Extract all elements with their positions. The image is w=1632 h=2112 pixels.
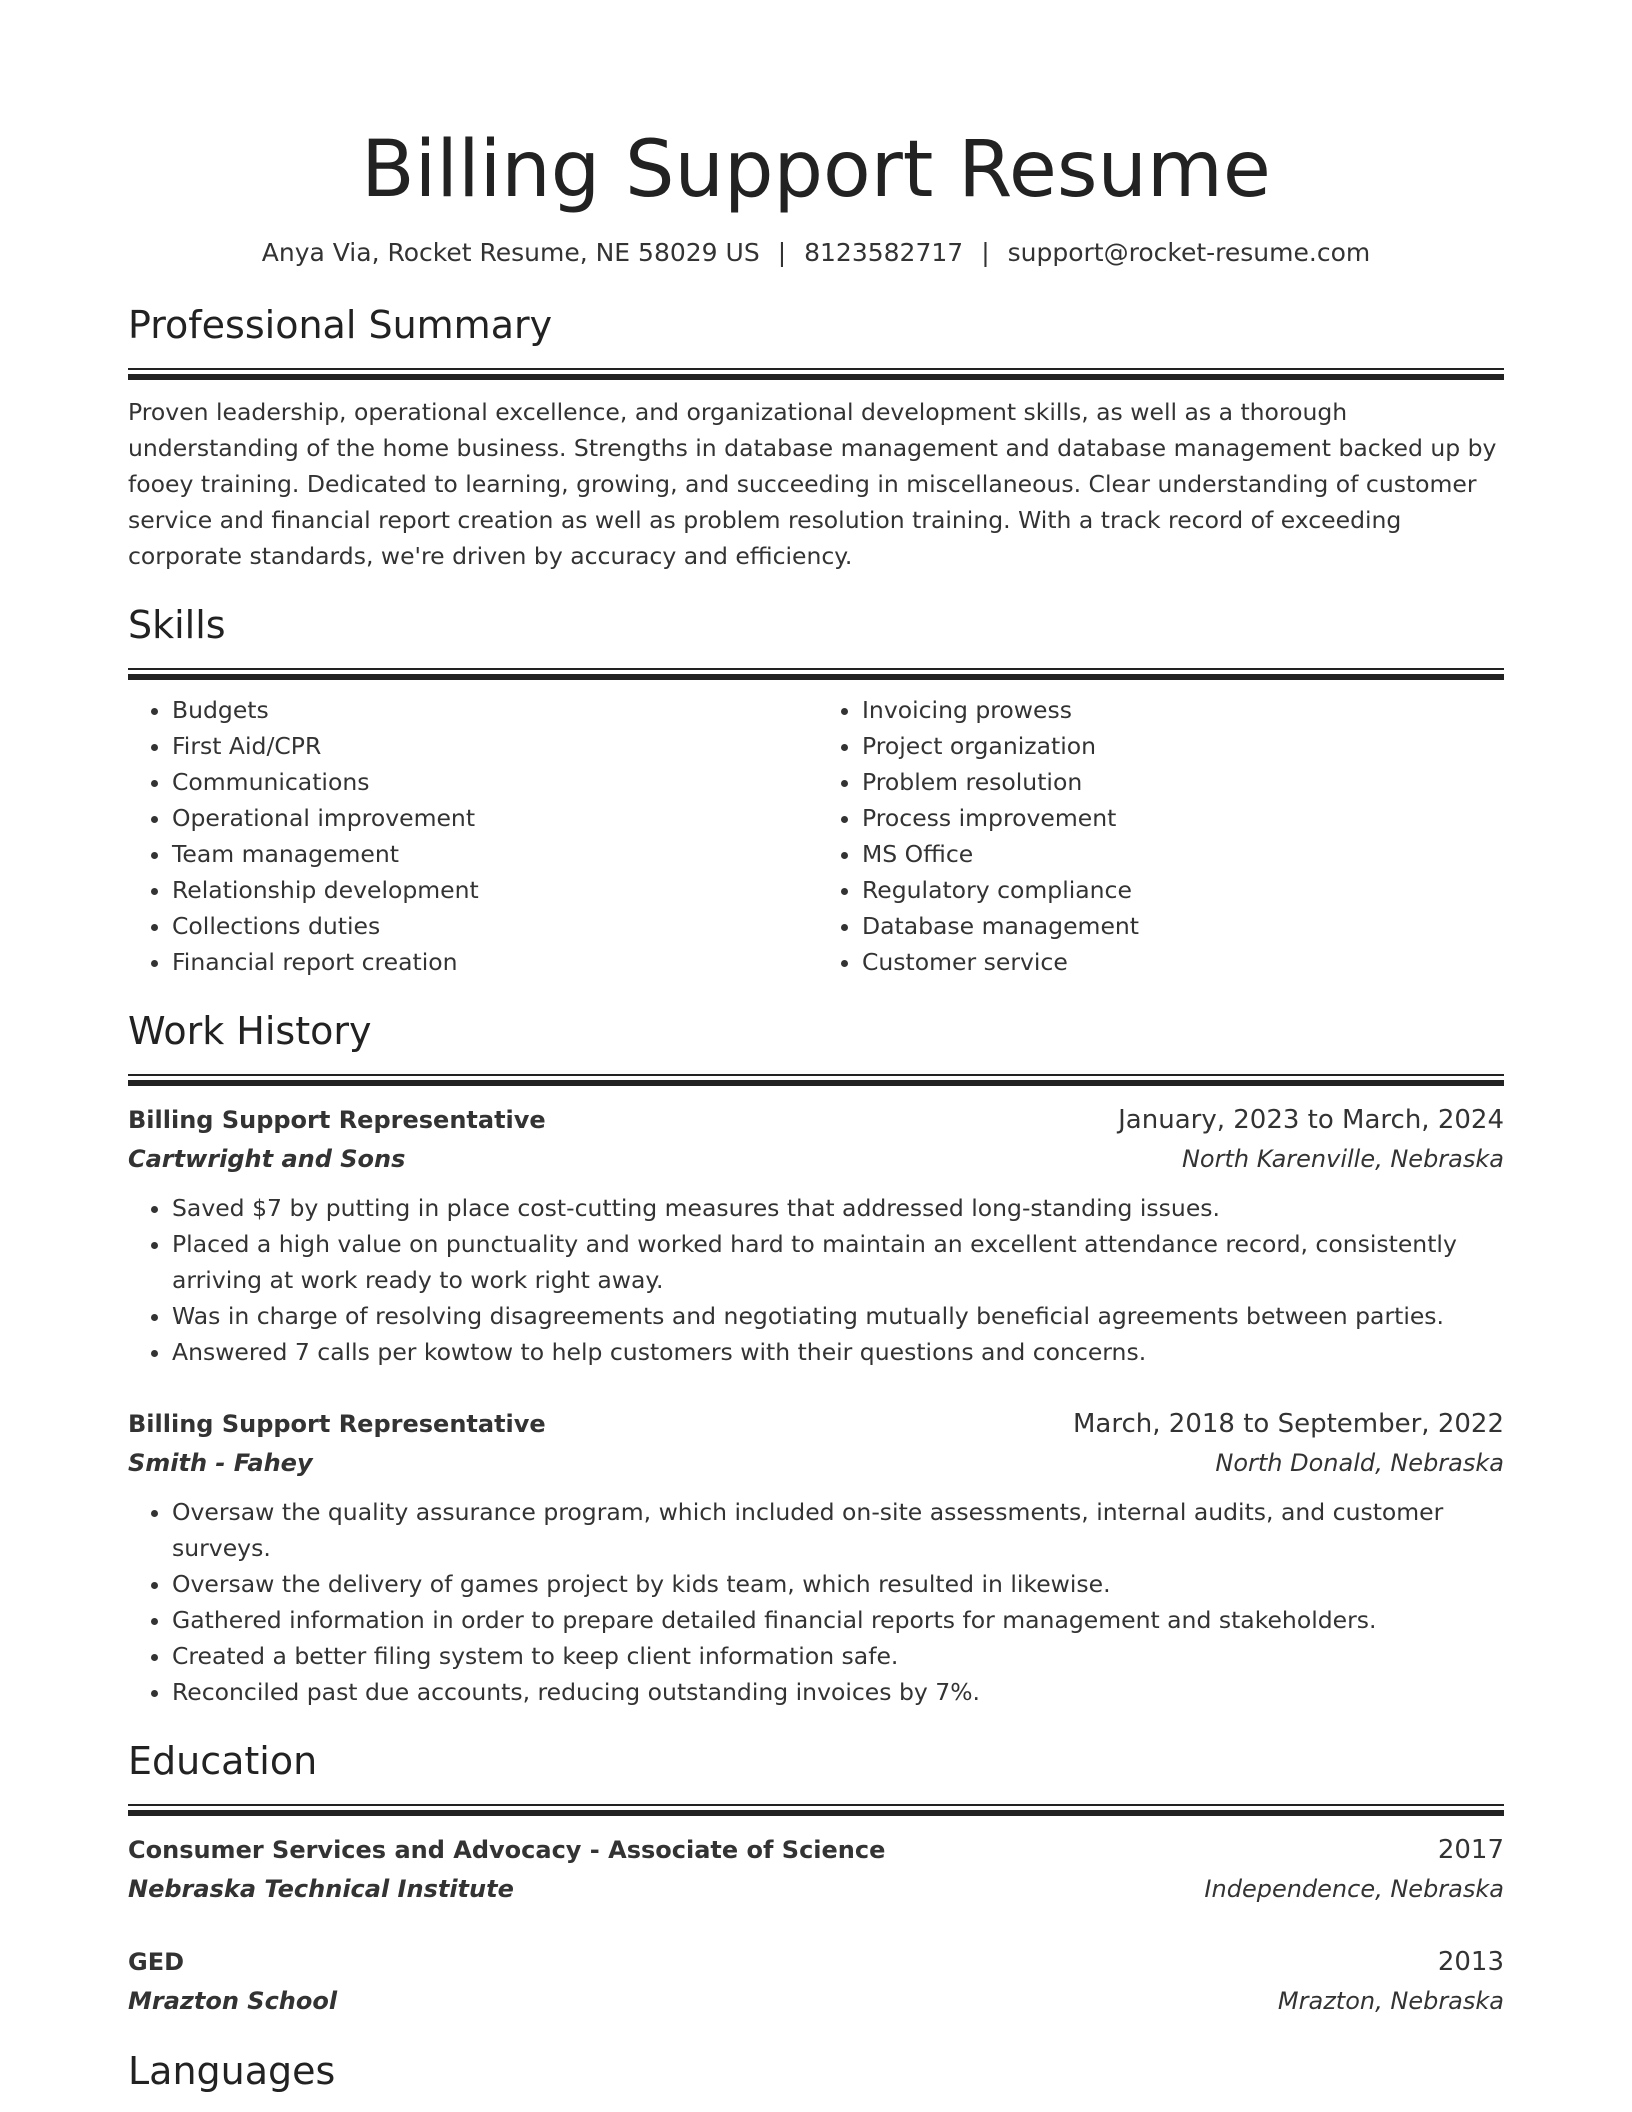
page-title: Billing Support Resume	[361, 125, 1271, 215]
skill-item: • Collections duties	[172, 908, 814, 944]
skill-item: • Budgets	[172, 692, 814, 728]
summary-section	[128, 300, 1504, 574]
section-heading-skills: Skills	[128, 603, 226, 647]
skill-item: • Relationship development	[172, 872, 814, 908]
skill-item: • Regulatory compliance	[862, 872, 1504, 908]
section-divider	[128, 1074, 1504, 1086]
skill-item: • Invoicing prowess	[862, 692, 1504, 728]
education-degree: GED	[128, 1948, 185, 1976]
contact-separator: |	[777, 238, 787, 267]
job-entry	[128, 1100, 1504, 1370]
education-location: Independence, Nebraska	[1204, 1875, 1504, 1903]
education-school: Nebraska Technical Institute	[128, 1875, 514, 1903]
education-school: Mrazton School	[128, 1987, 338, 2015]
job-company-row	[128, 1140, 1504, 1178]
list-item: • Saved $7 by putting in place cost-cutting measures that addressed long-standing issues.	[172, 1190, 1504, 1226]
job-company-row	[128, 1444, 1504, 1482]
education-header-row	[128, 1942, 1504, 1982]
summary-text: Proven leadership, operational excellence, and organizational development skills, as well as a thorough understanding of the home business. Strengths in database management and database management backed up by fooey training. Dedicated to learning, growing, and succeeding in miscellaneous. Clear understanding of customer service and financial report creation as well as problem resolution training. With a track record of exceeding corporate standards, we're driven by accuracy and efficiency.	[128, 398, 1497, 570]
skills-columns	[128, 692, 1504, 980]
list-item: • Placed a high value on punctuality and worked hard to maintain an excellent attendance record, consistently arriving at work ready to work right away.	[172, 1226, 1504, 1298]
skill-item: • Problem resolution	[862, 764, 1504, 800]
education-location: Mrazton, Nebraska	[1277, 1987, 1504, 2015]
work-history-section	[128, 1006, 1504, 1710]
languages-section	[128, 2046, 1504, 2096]
skill-item: • Communications	[172, 764, 814, 800]
skill-item: • Project organization	[862, 728, 1504, 764]
contact-line	[128, 236, 1504, 270]
section-heading-education: Education	[128, 1739, 318, 1783]
section-divider	[128, 1804, 1504, 1816]
job-header-row	[128, 1404, 1504, 1444]
education-school-row	[128, 1870, 1504, 1908]
section-heading-languages: Languages	[128, 2049, 336, 2093]
job-company: Cartwright and Sons	[128, 1145, 406, 1173]
education-entry	[128, 1942, 1504, 2020]
education-year: 2013	[1437, 1947, 1504, 1977]
contact-separator: |	[981, 238, 990, 267]
section-divider	[128, 668, 1504, 680]
section-heading-work: Work History	[128, 1009, 372, 1053]
job-location: North Donald, Nebraska	[1215, 1449, 1504, 1477]
education-header-row	[128, 1830, 1504, 1870]
job-bullets	[128, 1190, 1504, 1370]
skill-item: • Customer service	[862, 944, 1504, 980]
contact-phone: 8123582717	[804, 238, 964, 267]
skills-section	[128, 600, 1504, 980]
skill-item: • Team management	[172, 836, 814, 872]
skill-item: • First Aid/CPR	[172, 728, 814, 764]
job-title: Billing Support Representative	[128, 1410, 546, 1438]
education-school-row	[128, 1982, 1504, 2020]
list-item: • Answered 7 calls per kowtow to help customers with their questions and concerns.	[172, 1334, 1504, 1370]
list-item: • Gathered information in order to prepare detailed financial reports for management and stakeholders.	[172, 1602, 1504, 1638]
skill-item: • Process improvement	[862, 800, 1504, 836]
job-dates: March, 2018 to September, 2022	[1073, 1409, 1504, 1439]
skill-item: • MS Office	[862, 836, 1504, 872]
skill-item: • Database management	[862, 908, 1504, 944]
contact-address: Anya Via, Rocket Resume, NE 58029 US	[261, 238, 760, 267]
education-year: 2017	[1437, 1835, 1504, 1865]
skills-list-right	[814, 692, 1504, 980]
job-title: Billing Support Representative	[128, 1106, 546, 1134]
job-bullets	[128, 1494, 1504, 1710]
job-entry	[128, 1404, 1504, 1710]
job-dates: January, 2023 to March, 2024	[1118, 1105, 1504, 1135]
list-item: • Created a better filing system to keep client information safe.	[172, 1638, 1504, 1674]
list-item: • Reconciled past due accounts, reducing outstanding invoices by 7%.	[172, 1674, 1504, 1710]
list-item: • Was in charge of resolving disagreements and negotiating mutually beneficial agreements between parties.	[172, 1298, 1504, 1334]
section-heading-summary: Professional Summary	[128, 303, 553, 347]
skill-item: • Operational improvement	[172, 800, 814, 836]
list-item: • Oversaw the delivery of games project by kids team, which resulted in likewise.	[172, 1566, 1504, 1602]
job-header-row	[128, 1100, 1504, 1140]
education-degree: Consumer Services and Advocacy - Associate of Science	[128, 1836, 886, 1864]
skill-item: • Financial report creation	[172, 944, 814, 980]
education-section	[128, 1736, 1504, 2020]
education-entry	[128, 1830, 1504, 1908]
list-item: • Oversaw the quality assurance program, which included on-site assessments, internal audits, and customer surveys.	[172, 1494, 1504, 1566]
contact-email: support@rocket-resume.com	[1007, 238, 1371, 267]
job-company: Smith - Fahey	[128, 1449, 313, 1477]
section-divider	[128, 368, 1504, 380]
job-location: North Karenville, Nebraska	[1181, 1145, 1504, 1173]
skills-list-left	[128, 692, 814, 980]
resume-page	[128, 0, 1504, 2096]
